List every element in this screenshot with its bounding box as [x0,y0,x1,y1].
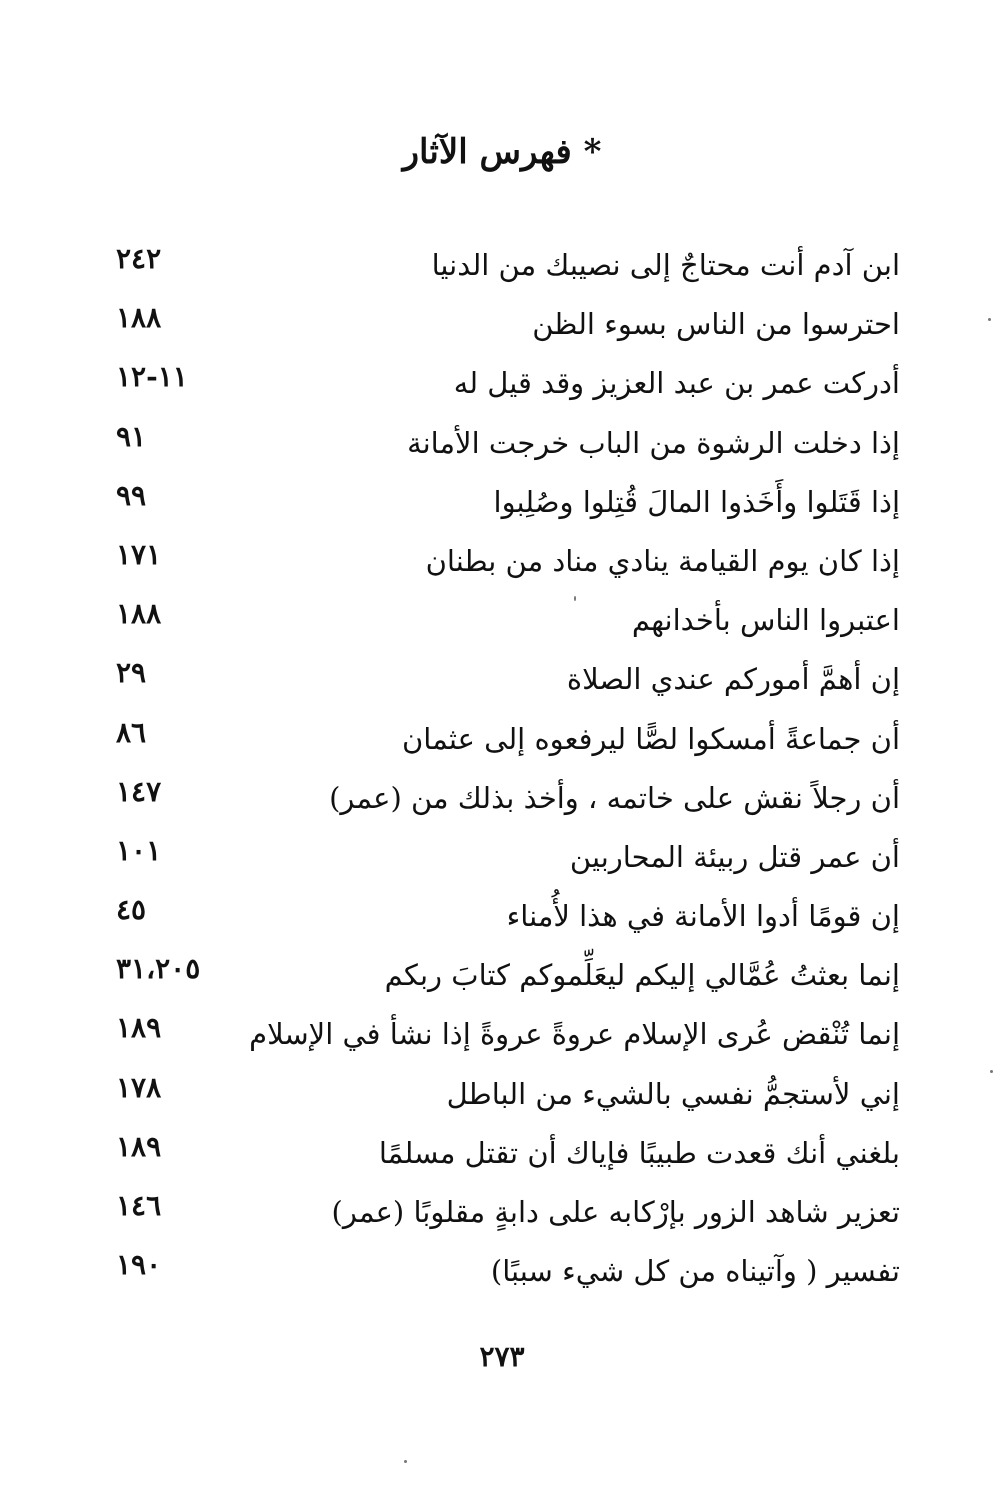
entry-text: تعزير شاهد الزور بإرْكابه على دابةٍ مقلوبًا (عمر) [331,1195,900,1229]
entry-page-number: ١٧٨ [116,1070,162,1104]
entry-text: إن قومًا أدوا الأمانة في هذا لأُمناء [506,899,900,934]
entry-page-number: ١٠١ [116,833,162,867]
index-entry [100,650,900,709]
paper-speck [404,1460,407,1463]
index-entry [100,887,900,946]
index-entry [100,1065,900,1124]
entry-text: إني لأستجمُّ نفسي بالشيء من الباطل [446,1076,900,1111]
index-entry [100,591,900,650]
page-number: ٢٧٣ [479,1340,525,1373]
index-entry [100,1242,900,1301]
entry-text: إنما تُنْقض عُرى الإسلام عروةً عروةً إذا نشأ في الإسلام [249,1017,900,1052]
entry-text: إنما بعثتُ عُمَّالي إليكم ليعَلِّموكم كتابَ ربكم [384,958,900,993]
index-list [100,236,900,1301]
entry-page-number: ١٨٩ [116,1129,162,1163]
index-entry [100,1124,900,1183]
entry-text: أن جماعةً أمسكوا لصًّا ليرفعوه إلى عثمان [401,721,900,756]
index-entry [100,946,900,1005]
index-entry [100,1183,900,1242]
entry-page-number: ١١-١٢ [116,360,188,394]
entry-text: إذا كان يوم القيامة ينادي مناد من بطنان [425,543,900,578]
entry-text: بلغني أنك قعدت طبيبًا فإياك أن تقتل مسلمًا [378,1135,900,1170]
entry-page-number: ١٨٨ [116,301,162,335]
index-entry [100,710,900,769]
index-entry [100,295,900,354]
entry-page-number: ٤٥ [116,893,147,927]
entry-page-number: ١٨٨ [116,597,162,631]
entry-page-number: ٩١ [116,419,147,453]
entry-page-number: ١٤٦ [116,1189,162,1222]
index-entry [100,414,900,473]
index-entry [100,532,900,591]
entry-page-number: ١٤٧ [116,774,162,808]
entry-text: اعتبروا الناس بأخدانهم [631,603,900,638]
entry-text: إذا دخلت الرشوة من الباب خرجت الأمانة [407,425,900,460]
entry-text: أن عمر قتل ربيئة المحاربين [569,839,900,874]
paper-speck [988,318,991,321]
entry-page-number: ٢٤٢ [116,242,162,275]
entry-text: احترسوا من الناس بسوء الظن [532,307,900,342]
paper-speck [990,1070,993,1073]
entry-text: إن أهمَّ أموركم عندي الصلاة [566,662,900,697]
index-entry [100,1005,900,1064]
entry-text: أن رجلاً نقش على خاتمه ، وأخذ بذلك من (عمر) [329,780,900,815]
index-entry [100,769,900,828]
entry-page-number: ٣١،٢٠٥ [116,952,201,986]
entry-text: أدركت عمر بن عبد العزيز وقد قيل له [453,366,900,401]
index-entry [100,354,900,413]
entry-page-number: ١٩٠ [116,1248,162,1282]
entry-page-number: ١٨٩ [116,1011,162,1045]
entry-page-number: ١٧١ [116,537,162,571]
paper-speck [574,596,576,601]
index-entry [100,828,900,887]
entry-text: تفسير ( وآتيناه من كل شيء سببًا) [490,1254,900,1289]
index-entry [100,236,900,295]
entry-page-number: ٩٩ [116,478,147,512]
entry-page-number: ٨٦ [116,715,147,749]
page-heading: * فهرس الآثار [402,132,602,172]
entry-text: إذا قَتَلوا وأَخَذوا المالَ قُتِلوا وصُلِبوا [493,484,900,519]
entry-page-number: ٢٩ [116,656,147,690]
entry-text: ابن آدم أنت محتاجٌ إلى نصيبك من الدنيا [431,248,900,282]
index-entry [100,473,900,532]
